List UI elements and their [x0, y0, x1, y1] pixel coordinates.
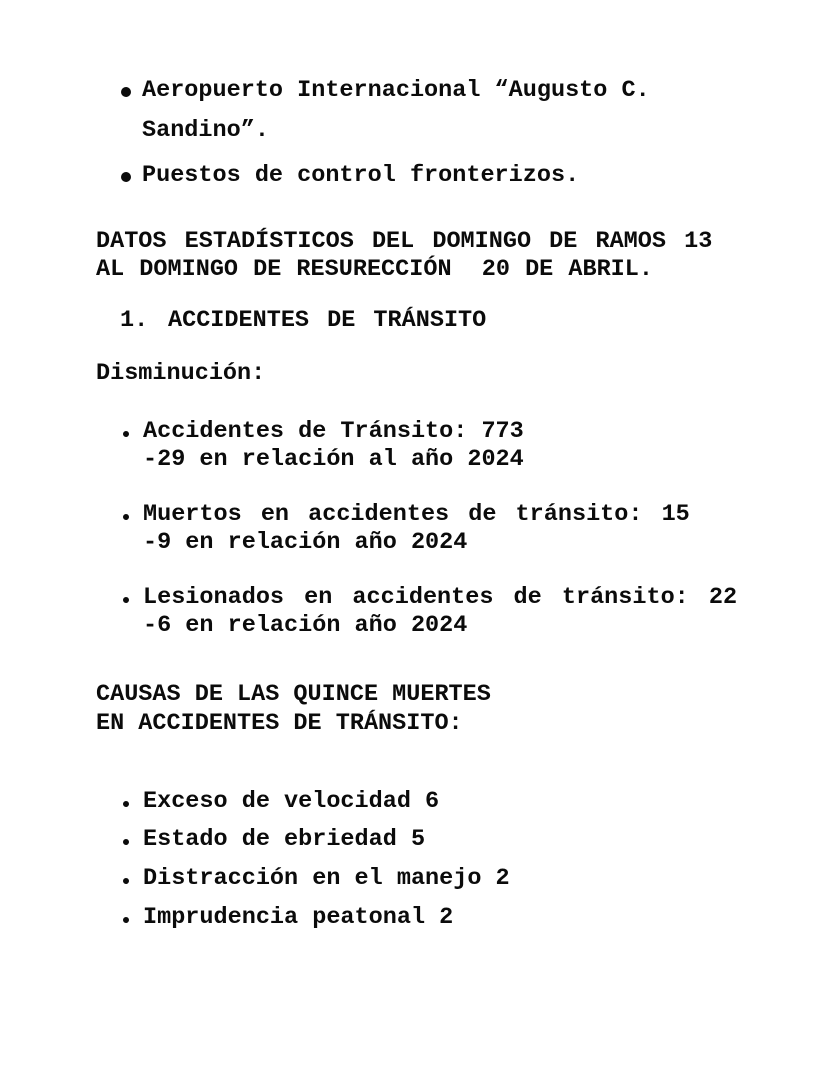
bullet-icon — [123, 597, 129, 603]
cause-item — [123, 904, 453, 932]
section-number: 1. — [120, 307, 149, 334]
stats-heading-line-2: AL DOMINGO DE RESURECCIÓN 20 DE ABRIL. — [96, 256, 653, 283]
decrease-label: Disminución: — [96, 360, 266, 387]
decrease-label-row — [96, 360, 265, 388]
accident-stat-delta: -6 en relación año 2024 — [143, 612, 468, 639]
cause-item-text: Exceso de velocidad 6 — [143, 788, 440, 815]
causes-heading-line-2: EN ACCIDENTES DE TRÁNSITO: — [96, 710, 463, 737]
accident-stat-item — [123, 418, 524, 474]
stats-heading-line-1: DATOS ESTADÍSTICOS DEL DOMINGO DE RAMOS 13 — [96, 228, 713, 255]
bullet-icon — [123, 801, 129, 807]
cause-item — [123, 788, 439, 816]
accident-stat-delta: -29 en relación al año 2024 — [143, 446, 524, 473]
cause-item — [123, 826, 425, 854]
bullet-icon — [123, 878, 129, 884]
cause-item-text: Imprudencia peatonal 2 — [143, 904, 454, 931]
checkpoint-list-item — [121, 156, 579, 196]
cause-item-text: Estado de ebriedad 5 — [143, 826, 426, 853]
bullet-icon — [123, 431, 129, 437]
checkpoint-item-line: Puestos de control fronterizos. — [142, 162, 580, 189]
checkpoint-item-line: Aeropuerto Internacional “Augusto C. — [142, 77, 650, 104]
checkpoint-item-line: Sandino”. — [142, 117, 269, 144]
accident-stat-value: Accidentes de Tránsito: 773 — [143, 418, 524, 445]
causes-heading — [96, 680, 491, 738]
accident-stat-text — [143, 418, 524, 474]
accident-stat-text — [143, 501, 690, 557]
section-title: ACCIDENTES DE TRÁNSITO — [168, 307, 487, 334]
accident-stat-item — [123, 501, 690, 557]
cause-item-text: Distracción en el manejo 2 — [143, 865, 510, 892]
checkpoint-item-text — [142, 156, 579, 196]
bullet-icon — [123, 514, 129, 520]
accident-stat-delta: -9 en relación año 2024 — [143, 529, 468, 556]
checkpoint-item-text — [142, 71, 650, 151]
bullet-icon — [121, 87, 131, 97]
cause-item — [123, 865, 510, 893]
section-title-row — [120, 307, 486, 335]
bullet-icon — [123, 917, 129, 923]
causes-heading-line-1: CAUSAS DE LAS QUINCE MUERTES — [96, 681, 491, 708]
checkpoint-list-item — [121, 71, 650, 151]
accident-stat-value: Muertos en accidentes de tránsito: 15 — [143, 501, 690, 528]
accident-stat-text — [143, 584, 737, 640]
stats-heading — [96, 228, 712, 284]
bullet-icon — [123, 839, 129, 845]
accident-stat-item — [123, 584, 737, 640]
bullet-icon — [121, 172, 131, 182]
accident-stat-value: Lesionados en accidentes de tránsito: 22 — [143, 584, 738, 611]
